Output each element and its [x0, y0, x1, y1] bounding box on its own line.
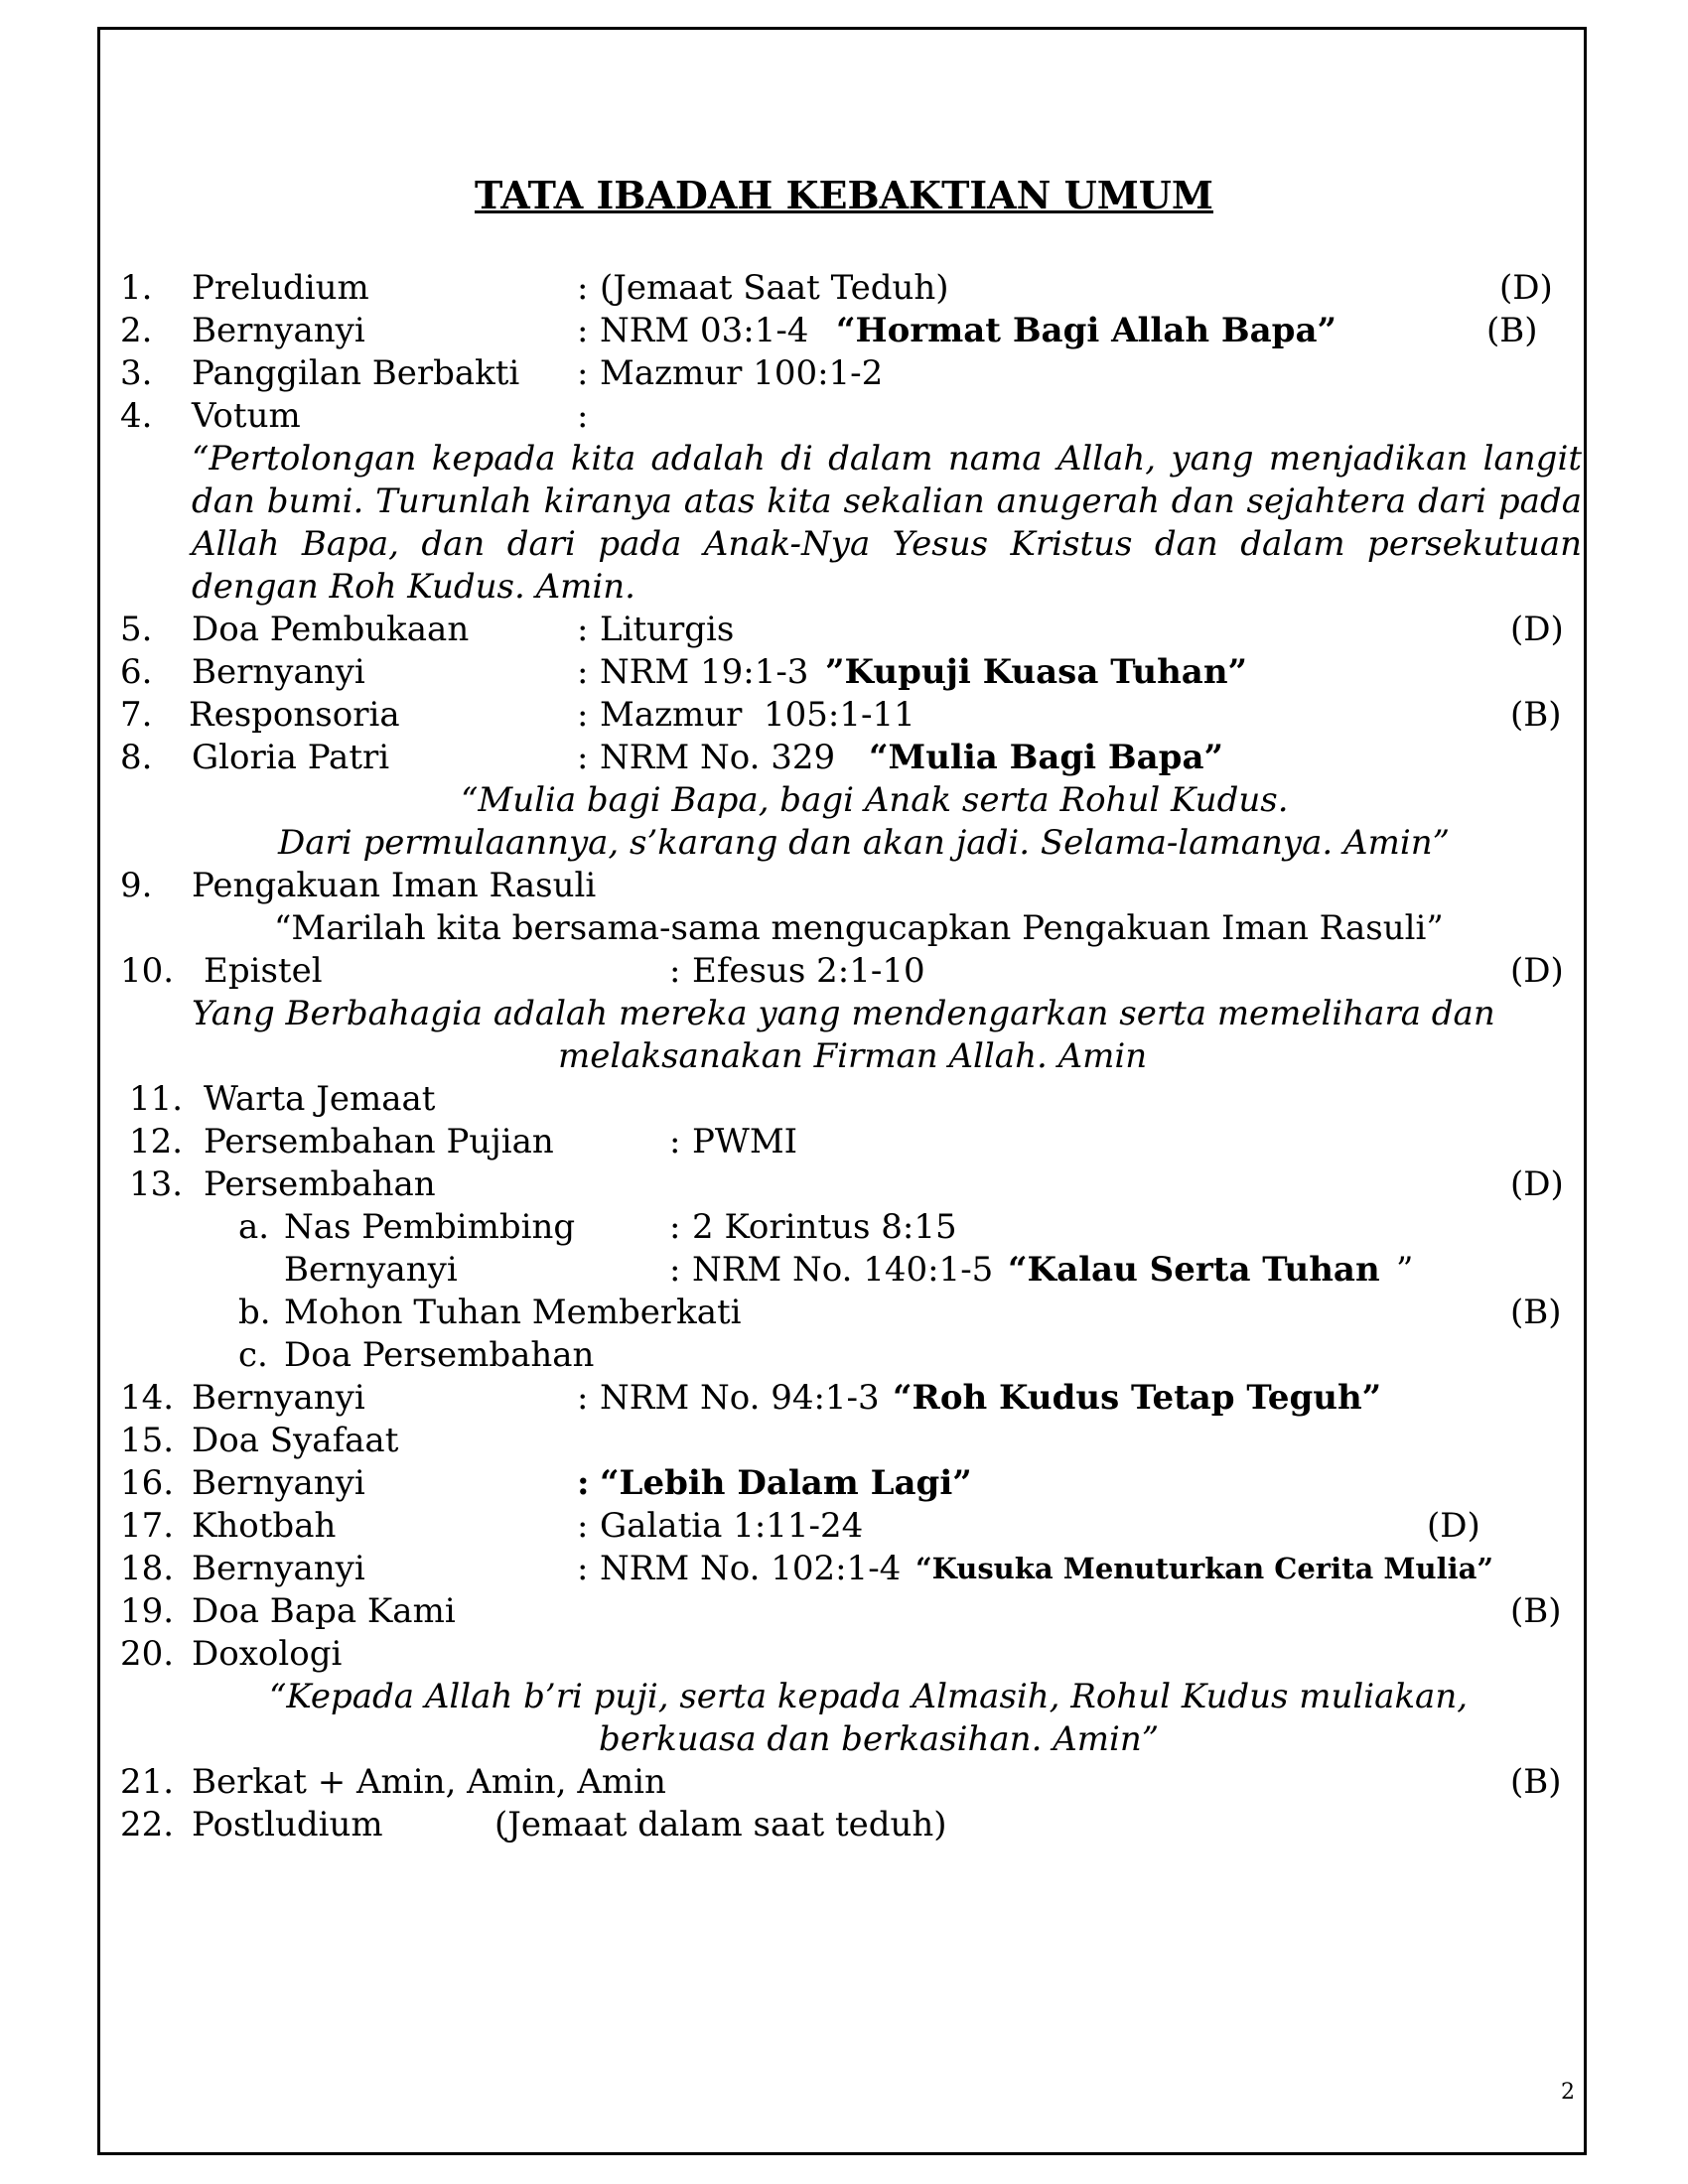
item-number: 11. — [129, 1079, 184, 1119]
item-number: 20. — [120, 1634, 175, 1674]
item-value: Mazmur 105:1-11 — [600, 695, 915, 735]
item-label: Bernyanyi — [192, 1549, 365, 1588]
sub-item-label: Nas Pembimbing — [284, 1207, 576, 1247]
list-item — [0, 1590, 1688, 1633]
sub-item-letter: c. — [238, 1335, 268, 1375]
song-title: “Lebih Dalam Lagi” — [600, 1463, 972, 1503]
item-value: NRM No. 94:1-3 — [600, 1378, 880, 1418]
gloria-line — [0, 779, 1688, 822]
sub-item — [0, 1249, 1688, 1292]
list-item — [0, 267, 1688, 310]
item-separator: : — [577, 396, 589, 436]
item-label: Doa Bapa Kami — [192, 1591, 456, 1631]
list-item — [0, 1078, 1688, 1121]
song-title: “Kusuka Menuturkan Cerita Mulia” — [915, 1552, 1494, 1585]
song-title: “Kalau Serta Tuhan — [1008, 1250, 1380, 1290]
sub-item-label: Mohon Tuhan Memberkati — [284, 1293, 742, 1332]
epistel-line — [0, 993, 1688, 1035]
item-separator: : — [577, 1378, 589, 1418]
votum-text: “Pertolongan kepada kita adalah di dalam nama Allah, yang menjadikan langit dan bumi. Turunlah kiranya atas kita sekalian anugerah dan sejahtera dari pada Allah Bapa, dan dari pada Anak-Nya Yesus Kristus dan dalam persekutuan dengan Roh Kudus. Amin. — [192, 439, 1582, 607]
item-number: 22. — [120, 1805, 175, 1844]
item-code: (D) — [1510, 610, 1564, 649]
item-label: Bernyanyi — [192, 1378, 365, 1418]
doxologi-line — [0, 1676, 1688, 1718]
item-separator: : — [669, 1207, 681, 1247]
item-value: NRM 19:1-3 — [600, 652, 809, 692]
item-code: (B) — [1510, 1293, 1562, 1332]
epistel-text: Yang Berbahagia adalah mereka yang mendengarkan serta memelihara dan — [192, 994, 1495, 1033]
item-number: 18. — [120, 1549, 175, 1588]
list-item — [0, 1633, 1688, 1676]
item-number: 10. — [120, 951, 175, 991]
list-item — [0, 865, 1688, 907]
sub-item-label: Bernyanyi — [284, 1250, 458, 1290]
closing-quote: ” — [1396, 1250, 1414, 1290]
item-separator: : — [669, 1250, 681, 1290]
doxologi-text: “Kepada Allah b’ri puji, serta kepada Almasih, Rohul Kudus muliakan, — [269, 1677, 1469, 1716]
list-item — [0, 609, 1688, 651]
list-item — [0, 1377, 1688, 1420]
list-item — [0, 1548, 1688, 1590]
list-item — [0, 1420, 1688, 1462]
item-code: (B) — [1510, 1762, 1562, 1802]
item-label: Preludium — [192, 268, 369, 308]
item-number: 6. — [120, 652, 153, 692]
item-number: 8. — [120, 738, 153, 777]
item-separator: : — [669, 951, 681, 991]
item-label: Epistel — [204, 951, 323, 991]
item-label: Doxologi — [192, 1634, 343, 1674]
item-number: 15. — [120, 1421, 175, 1460]
item-label: Warta Jemaat — [204, 1079, 436, 1119]
sub-item-letter: b. — [238, 1293, 271, 1332]
list-item — [0, 1804, 1688, 1846]
item-separator: : — [577, 311, 589, 350]
gloria-text: “Mulia bagi Bapa, bagi Anak serta Rohul Kudus. — [461, 780, 1289, 820]
item-value: NRM No. 102:1-4 — [600, 1549, 902, 1588]
item-separator: : — [577, 1463, 590, 1503]
item-separator: : — [577, 1506, 589, 1546]
item-label: Bernyanyi — [192, 311, 365, 350]
item-separator: : — [669, 1122, 681, 1161]
item-label: Bernyanyi — [192, 652, 365, 692]
item-label: Persembahan Pujian — [204, 1122, 554, 1161]
item-label: Bernyanyi — [192, 1463, 365, 1503]
item-label: Responsoria — [189, 695, 400, 735]
item-number: 4. — [120, 396, 153, 436]
item-separator: : — [577, 738, 589, 777]
list-item — [0, 737, 1688, 779]
item-separator: : — [577, 1549, 589, 1588]
item-number: 2. — [120, 311, 153, 350]
item-separator: : — [577, 695, 589, 735]
item-code: (D) — [1499, 268, 1553, 308]
item-number: 17. — [120, 1506, 175, 1546]
gloria-line — [0, 822, 1688, 865]
item-code: (D) — [1510, 1164, 1564, 1204]
item-number: 21. — [120, 1762, 175, 1802]
item-label: Panggilan Berbakti — [192, 353, 520, 393]
doxologi-line — [0, 1718, 1688, 1761]
epistel-text: melaksanakan Firman Allah. Amin — [558, 1036, 1148, 1076]
item-number: 5. — [120, 610, 153, 649]
sub-item-label: Doa Persembahan — [284, 1335, 595, 1375]
list-item — [0, 950, 1688, 993]
item-number: 16. — [120, 1463, 175, 1503]
item-value: (Jemaat Saat Teduh) — [600, 268, 949, 308]
list-item — [0, 352, 1688, 395]
song-title: “Hormat Bagi Allah Bapa” — [836, 311, 1337, 350]
song-title: “Mulia Bagi Bapa” — [869, 738, 1224, 777]
list-item — [0, 1761, 1688, 1804]
item-number: 13. — [129, 1164, 184, 1204]
pengakuan-line — [0, 907, 1688, 950]
item-number: 14. — [120, 1378, 175, 1418]
sub-item — [0, 1292, 1688, 1334]
item-value: Mazmur 100:1-2 — [600, 353, 884, 393]
list-item — [0, 395, 1688, 438]
item-number: 1. — [120, 268, 153, 308]
list-item — [0, 310, 1688, 352]
gloria-text: Dari permulaannya, s’karang dan akan jadi. Selama-lamanya. Amin” — [278, 823, 1450, 863]
list-item — [0, 1163, 1688, 1206]
item-label: Khotbah — [192, 1506, 337, 1546]
item-value: NRM No. 140:1-5 — [692, 1250, 994, 1290]
page-title: TATA IBADAH KEBAKTIAN UMUM — [475, 173, 1213, 217]
pengakuan-text: “Marilah kita bersama-sama mengucapkan Pengakuan Iman Rasuli” — [274, 908, 1444, 948]
item-value: NRM 03:1-4 — [600, 311, 809, 350]
item-label: Postludium — [192, 1805, 383, 1844]
sub-item — [0, 1206, 1688, 1249]
item-label: Berkat + Amin, Amin, Amin — [192, 1762, 666, 1802]
item-number: 12. — [129, 1122, 184, 1161]
list-item — [0, 1121, 1688, 1163]
item-label: Persembahan — [204, 1164, 436, 1204]
item-value: NRM No. 329 — [600, 738, 836, 777]
list-item — [0, 1505, 1688, 1548]
item-label: Gloria Patri — [192, 738, 390, 777]
item-code: (D) — [1510, 951, 1564, 991]
item-value: Efesus 2:1-10 — [692, 951, 925, 991]
song-title: ”Kupuji Kuasa Tuhan” — [825, 652, 1248, 692]
item-label: Doa Syafaat — [192, 1421, 399, 1460]
sub-item — [0, 1334, 1688, 1377]
item-label: Pengakuan Iman Rasuli — [192, 866, 597, 905]
item-value: (Jemaat dalam saat teduh) — [494, 1805, 947, 1844]
item-separator: : — [577, 268, 589, 308]
item-number: 9. — [120, 866, 153, 905]
item-number: 3. — [120, 353, 153, 393]
item-number: 19. — [120, 1591, 175, 1631]
item-value: Galatia 1:11-24 — [600, 1506, 864, 1546]
epistel-line — [0, 1035, 1688, 1078]
list-item — [0, 651, 1688, 694]
item-value: Liturgis — [600, 610, 735, 649]
item-separator: : — [577, 610, 589, 649]
song-title: “Roh Kudus Tetap Teguh” — [893, 1378, 1382, 1418]
doxologi-text: berkuasa dan berkasihan. Amin” — [599, 1719, 1160, 1759]
item-label: Doa Pembukaan — [192, 610, 470, 649]
list-item — [0, 1462, 1688, 1505]
item-code: (B) — [1510, 1591, 1562, 1631]
sub-item-letter: a. — [238, 1207, 270, 1247]
item-label: Votum — [192, 396, 301, 436]
page-number: 2 — [1561, 2080, 1575, 2105]
item-code: (D) — [1427, 1506, 1480, 1546]
list-item — [0, 694, 1688, 737]
item-separator: : — [577, 353, 589, 393]
item-code: (B) — [1486, 311, 1538, 350]
item-number: 7. — [120, 695, 153, 735]
item-value: PWMI — [692, 1122, 798, 1161]
item-value: 2 Korintus 8:15 — [692, 1207, 957, 1247]
item-code: (B) — [1510, 695, 1562, 735]
item-separator: : — [577, 652, 589, 692]
